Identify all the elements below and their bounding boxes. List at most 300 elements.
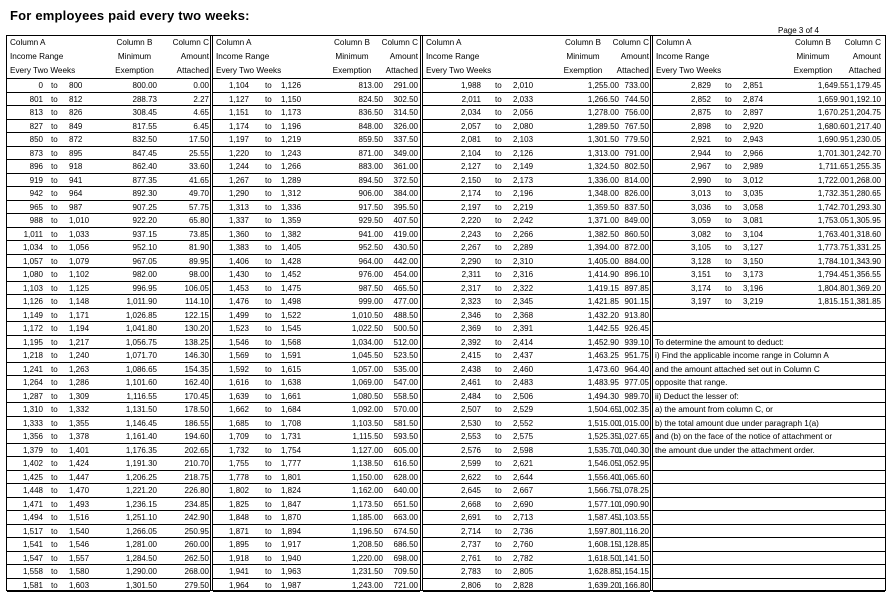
amount-attached: 826.00 [624, 189, 649, 198]
amount-attached: 860.50 [624, 229, 649, 239]
income-range-low: 1,126 [22, 297, 43, 306]
income-range-high: 1,963 [281, 567, 302, 576]
minimum-exemption: 1,711.65 [818, 162, 849, 171]
amount-attached: 279.50 [184, 580, 209, 590]
minimum-exemption: 1,670.25 [817, 108, 849, 117]
amount-attached: 535.00 [393, 364, 418, 374]
table-row [213, 174, 420, 188]
table-row [7, 214, 210, 228]
income-range-low: 1,264 [22, 378, 43, 387]
income-range-high: 2,460 [513, 364, 534, 374]
range-separator: to [725, 162, 732, 171]
amount-attached: 674.50 [393, 526, 418, 536]
income-range-high: 2,310 [513, 256, 534, 266]
minimum-exemption: 1,101.60 [125, 378, 157, 387]
header-line: Column A [656, 38, 692, 47]
amount-attached: 454.00 [393, 270, 418, 279]
income-range-low: 896 [29, 162, 43, 171]
minimum-exemption: 1,639.20 [587, 580, 619, 590]
table-row [423, 255, 650, 269]
range-separator: to [51, 175, 58, 185]
income-range-high: 3,035 [743, 189, 764, 198]
income-range-low: 2,829 [690, 81, 711, 90]
table-row [213, 201, 420, 215]
income-range-low: 1,848 [228, 513, 249, 522]
amount-attached: 114.10 [185, 297, 209, 306]
amount-attached: 1,192.10 [849, 94, 881, 104]
income-range-high: 1,940 [281, 553, 302, 563]
income-range-high: 1,286 [69, 378, 90, 387]
table-row [213, 187, 420, 201]
range-separator: to [265, 216, 272, 225]
table-row [653, 79, 885, 93]
header-line: Every Two Weeks [426, 66, 492, 75]
table-row [7, 201, 210, 215]
range-separator: to [495, 162, 502, 171]
amount-attached: 1,318.60 [849, 229, 881, 239]
amount-attached: 202.65 [184, 445, 209, 455]
header-col-c [828, 36, 881, 78]
minimum-exemption: 964.00 [358, 256, 383, 266]
amount-attached: 1,040.30 [617, 445, 649, 455]
minimum-exemption: 1,255.00 [587, 81, 619, 90]
minimum-exemption: 1,405.00 [587, 256, 619, 266]
income-range-low: 1,541 [22, 540, 43, 549]
table-panel-1 [7, 36, 213, 590]
income-range-low: 1,195 [22, 337, 43, 347]
amount-attached: 779.50 [624, 135, 649, 144]
income-range-low: 1,448 [22, 486, 43, 495]
income-range-high: 1,615 [281, 364, 302, 374]
range-separator: to [265, 310, 272, 320]
income-range-low: 2,737 [460, 540, 481, 549]
amount-attached: 1,179.45 [849, 81, 881, 90]
table-row [423, 214, 650, 228]
income-range-high: 1,359 [281, 216, 302, 225]
minimum-exemption: 967.05 [132, 256, 157, 266]
income-range-low: 2,484 [460, 391, 481, 401]
header-line: Income Range [656, 52, 710, 61]
income-range-low: 1,402 [22, 459, 43, 468]
minimum-exemption: 1,473.60 [587, 364, 619, 374]
income-range-low: 1,453 [228, 283, 249, 293]
amount-attached: 1,381.85 [849, 297, 881, 306]
table-row [653, 174, 885, 188]
minimum-exemption: 1,161.40 [125, 432, 157, 441]
income-range-high: 1,708 [281, 418, 302, 428]
income-range-low: 1,592 [228, 364, 249, 374]
range-separator: to [265, 162, 272, 171]
range-separator: to [265, 364, 272, 374]
table-row [7, 376, 210, 390]
instruction-line: a) the amount from column C, or [653, 403, 885, 417]
table-row [213, 79, 420, 93]
range-separator: to [51, 351, 58, 360]
range-separator: to [51, 499, 58, 509]
income-range-low: 1,406 [228, 256, 249, 266]
income-range-high: 2,266 [513, 229, 534, 239]
range-separator: to [265, 580, 272, 590]
range-separator: to [51, 418, 58, 428]
income-range-high: 1,243 [281, 148, 302, 158]
income-range-high: 1,591 [281, 351, 302, 360]
amount-attached: 558.50 [393, 391, 418, 401]
range-separator: to [495, 364, 502, 374]
minimum-exemption: 907.25 [132, 202, 157, 212]
blank-row [653, 565, 885, 579]
minimum-exemption: 1,086.65 [125, 364, 157, 374]
income-range-low: 2,127 [460, 162, 481, 171]
table-row [7, 498, 210, 512]
header-line: Column C [844, 38, 881, 47]
header-line: Income Range [216, 52, 270, 61]
range-separator: to [725, 81, 732, 90]
table-row [653, 133, 885, 147]
range-separator: to [495, 499, 502, 509]
page-title: For employees paid every two weeks: [10, 8, 250, 23]
minimum-exemption: 1,515.00 [587, 418, 619, 428]
amount-attached: 989.70 [624, 391, 649, 401]
amount-attached: 170.45 [184, 391, 209, 401]
amount-attached: 977.05 [624, 378, 649, 387]
income-range-low: 1,616 [228, 378, 249, 387]
table-row [423, 498, 650, 512]
amount-attached: 581.50 [393, 418, 418, 428]
range-separator: to [495, 94, 502, 104]
table-row [213, 430, 420, 444]
income-range-low: 1,313 [228, 202, 249, 212]
range-separator: to [495, 229, 502, 239]
income-range-high: 2,056 [513, 108, 534, 117]
blank-row [653, 511, 885, 525]
amount-attached: 81.90 [188, 243, 209, 252]
table-row [423, 579, 650, 593]
range-separator: to [495, 243, 502, 252]
income-range-low: 1,964 [228, 580, 249, 590]
table-row [213, 336, 420, 350]
income-range-high: 1,603 [69, 580, 90, 590]
table-row [7, 403, 210, 417]
amount-attached: 1,002.35 [617, 405, 649, 414]
income-range-low: 1,103 [22, 283, 43, 293]
minimum-exemption: 941.00 [358, 229, 383, 239]
table-row [653, 187, 885, 201]
income-range-high: 964 [69, 189, 83, 198]
table-row [423, 484, 650, 498]
table-row [423, 133, 650, 147]
income-range-low: 2,530 [460, 418, 481, 428]
table-row [213, 120, 420, 134]
income-range-high: 2,736 [513, 526, 534, 536]
minimum-exemption: 1,608.15 [587, 540, 619, 549]
minimum-exemption: 1,382.50 [587, 229, 619, 239]
minimum-exemption: 1,784.10 [817, 256, 849, 266]
table-row [213, 322, 420, 336]
amount-attached: 361.00 [393, 162, 418, 171]
income-range-high: 2,173 [513, 175, 534, 185]
income-range-low: 2,852 [690, 94, 711, 104]
range-separator: to [495, 486, 502, 495]
minimum-exemption: 1,419.15 [587, 283, 619, 293]
range-separator: to [265, 459, 272, 468]
income-range-low: 942 [29, 189, 43, 198]
blank-row [653, 579, 885, 593]
income-range-low: 1,333 [22, 418, 43, 428]
range-separator: to [51, 540, 58, 549]
income-range-high: 1,378 [69, 432, 90, 441]
amount-attached: 49.70 [188, 189, 209, 198]
table-row [423, 201, 650, 215]
minimum-exemption: 1,432.20 [587, 310, 619, 320]
table-row [423, 187, 650, 201]
range-separator: to [265, 526, 272, 536]
blank-row [653, 498, 885, 512]
income-range-low: 801 [29, 94, 43, 104]
amount-attached: 268.00 [184, 567, 209, 576]
minimum-exemption: 1,289.50 [587, 121, 619, 131]
income-range-high: 1,332 [69, 405, 90, 414]
range-separator: to [495, 405, 502, 414]
income-range-low: 3,174 [690, 283, 711, 293]
minimum-exemption: 982.00 [132, 270, 157, 279]
amount-attached: 186.55 [184, 418, 209, 428]
range-separator: to [265, 175, 272, 185]
minimum-exemption: 1,071.70 [125, 351, 157, 360]
amount-attached: 1,204.75 [849, 108, 881, 117]
range-separator: to [265, 270, 272, 279]
income-range-high: 2,483 [513, 378, 534, 387]
range-separator: to [265, 121, 272, 131]
minimum-exemption: 1,452.90 [587, 337, 619, 347]
income-range-high: 1,125 [69, 283, 90, 293]
minimum-exemption: 1,701.30 [817, 148, 849, 158]
income-range-high: 2,851 [743, 81, 764, 90]
table-row [213, 282, 420, 296]
income-range-high: 1,150 [281, 94, 302, 104]
income-range-high: 1,217 [69, 337, 90, 347]
income-range-low: 2,783 [460, 567, 481, 576]
range-separator: to [265, 337, 272, 347]
minimum-exemption: 1,131.50 [125, 405, 157, 414]
minimum-exemption: 1,221.20 [125, 486, 157, 495]
range-separator: to [495, 378, 502, 387]
column-header [423, 36, 650, 79]
income-range-low: 3,197 [690, 297, 711, 306]
income-range-low: 1,569 [228, 351, 249, 360]
range-separator: to [725, 175, 732, 185]
table-row [7, 255, 210, 269]
income-range-high: 1,428 [281, 256, 302, 266]
range-separator: to [495, 297, 502, 306]
range-separator: to [51, 202, 58, 212]
income-range-low: 2,081 [460, 135, 481, 144]
table-row [423, 106, 650, 120]
amount-attached: 407.50 [393, 216, 418, 225]
amount-attached: 1,116.20 [618, 526, 649, 536]
income-range-low: 1,149 [22, 310, 43, 320]
income-range-low: 2,921 [690, 135, 711, 144]
table-row [653, 120, 885, 134]
income-range-high: 872 [69, 135, 83, 144]
table-row [423, 174, 650, 188]
income-range-low: 2,898 [690, 121, 711, 131]
range-separator: to [725, 121, 732, 131]
amount-attached: 260.00 [184, 540, 209, 549]
income-range-low: 1,218 [22, 351, 43, 360]
amount-attached: 314.50 [393, 108, 418, 117]
income-range-low: 2,057 [460, 121, 481, 131]
amount-attached: 73.85 [188, 229, 209, 239]
minimum-exemption: 1,208.50 [351, 540, 383, 549]
amount-attached: 154.35 [184, 364, 209, 374]
amount-attached: 1,356.55 [849, 270, 881, 279]
minimum-exemption: 800.00 [132, 81, 157, 90]
blank-row [653, 471, 885, 485]
amount-attached: 1,230.05 [849, 135, 881, 144]
minimum-exemption: 1,742.70 [817, 202, 849, 212]
table-row [213, 417, 420, 431]
income-range-low: 2,323 [460, 297, 481, 306]
minimum-exemption: 952.10 [132, 243, 157, 252]
income-range-high: 1,194 [69, 324, 90, 333]
income-range-low: 1,360 [228, 229, 249, 239]
income-range-low: 1,383 [228, 243, 249, 252]
table-row [213, 444, 420, 458]
income-range-high: 1,171 [69, 310, 90, 320]
minimum-exemption: 1,722.00 [817, 175, 849, 185]
range-separator: to [51, 121, 58, 131]
table-row [213, 552, 420, 566]
amount-attached: 884.00 [624, 256, 649, 266]
minimum-exemption: 1,301.50 [125, 580, 157, 590]
amount-attached: 57.75 [188, 202, 209, 212]
income-range-high: 1,661 [281, 391, 302, 401]
table-row [7, 336, 210, 350]
range-separator: to [51, 567, 58, 576]
income-range-low: 1,430 [228, 270, 249, 279]
instruction-line: the amount due under the attachment order. [653, 444, 885, 458]
range-separator: to [51, 378, 58, 387]
header-line: Column C [172, 38, 209, 47]
minimum-exemption: 1,116.55 [126, 391, 157, 401]
minimum-exemption: 1,056.75 [125, 337, 157, 347]
amount-attached: 242.90 [184, 513, 209, 522]
income-range-high: 1,196 [281, 121, 302, 131]
range-separator: to [51, 216, 58, 225]
income-range-high: 2,391 [513, 324, 534, 333]
income-range-high: 3,219 [743, 297, 764, 306]
income-range-low: 1,080 [22, 270, 43, 279]
table-row [213, 525, 420, 539]
income-range-high: 1,033 [69, 229, 90, 239]
minimum-exemption: 1,628.85 [587, 567, 619, 576]
income-range-high: 1,777 [281, 459, 302, 468]
table-row [7, 187, 210, 201]
table-row [213, 498, 420, 512]
amount-attached: 1,293.30 [849, 202, 881, 212]
table-row [423, 322, 650, 336]
income-range-low: 2,197 [460, 202, 481, 212]
income-range-low: 3,059 [690, 216, 711, 225]
income-range-high: 1,148 [69, 297, 90, 306]
amount-attached: 146.30 [184, 351, 209, 360]
range-separator: to [265, 81, 272, 90]
range-separator: to [51, 256, 58, 266]
income-range-low: 3,082 [690, 229, 711, 239]
table-row [213, 471, 420, 485]
header-line: Minimum [335, 52, 369, 61]
amount-attached: 1,154.15 [617, 567, 649, 576]
minimum-exemption: 1,011.90 [126, 297, 157, 306]
range-separator: to [495, 81, 502, 90]
income-range-high: 2,033 [513, 94, 534, 104]
income-range-low: 2,104 [460, 148, 481, 158]
blank-row [653, 322, 885, 336]
minimum-exemption: 1,690.95 [817, 135, 849, 144]
amount-attached: 395.50 [393, 202, 418, 212]
table-row [7, 417, 210, 431]
amount-attached: 1,268.00 [849, 175, 881, 185]
income-range-high: 2,242 [513, 216, 534, 225]
income-range-low: 2,806 [460, 580, 481, 590]
income-range-high: 2,322 [513, 283, 534, 293]
income-range-low: 2,576 [460, 445, 481, 455]
income-range-low: 1,685 [228, 418, 249, 428]
column-header [213, 36, 420, 79]
range-separator: to [51, 135, 58, 144]
income-range-low: 2,392 [460, 337, 481, 347]
table-row [423, 457, 650, 471]
table-row [7, 79, 210, 93]
minimum-exemption: 1,103.50 [351, 418, 383, 428]
table-row [213, 160, 420, 174]
range-separator: to [495, 540, 502, 549]
income-range-high: 2,667 [513, 486, 534, 495]
amount-attached: 1,103.55 [617, 513, 649, 522]
income-range-low: 1,709 [228, 432, 249, 441]
header-line: Amount [852, 52, 881, 61]
income-range-low: 2,011 [461, 94, 481, 104]
minimum-exemption: 1,010.50 [351, 310, 383, 320]
header-col-c [598, 36, 649, 78]
income-range-high: 2,289 [513, 243, 534, 252]
amount-attached: 1,027.65 [617, 432, 649, 441]
amount-attached: 291.00 [393, 81, 418, 90]
minimum-exemption: 1,587.45 [587, 513, 619, 522]
table-row [423, 552, 650, 566]
amount-attached: 6.45 [193, 121, 209, 131]
range-separator: to [51, 459, 58, 468]
income-range-high: 1,405 [281, 243, 302, 252]
income-range-high: 2,644 [513, 472, 534, 482]
range-separator: to [51, 580, 58, 590]
amount-attached: 162.40 [184, 378, 209, 387]
header-line: Attached [616, 66, 649, 75]
page-number: Page 3 of 4 [778, 26, 819, 35]
income-range-high: 1,289 [281, 175, 302, 185]
range-separator: to [495, 256, 502, 266]
amount-attached: 802.50 [624, 162, 649, 171]
income-range-low: 1,581 [22, 580, 43, 590]
table-row [423, 349, 650, 363]
amount-attached: 262.50 [184, 553, 209, 563]
header-line: Every Two Weeks [656, 66, 722, 75]
range-separator: to [51, 108, 58, 117]
instruction-line: i) Find the applicable income range in Column A [653, 349, 885, 363]
minimum-exemption: 1,243.00 [351, 580, 383, 590]
minimum-exemption: 1,442.55 [587, 324, 619, 333]
amount-attached: 138.25 [184, 337, 209, 347]
